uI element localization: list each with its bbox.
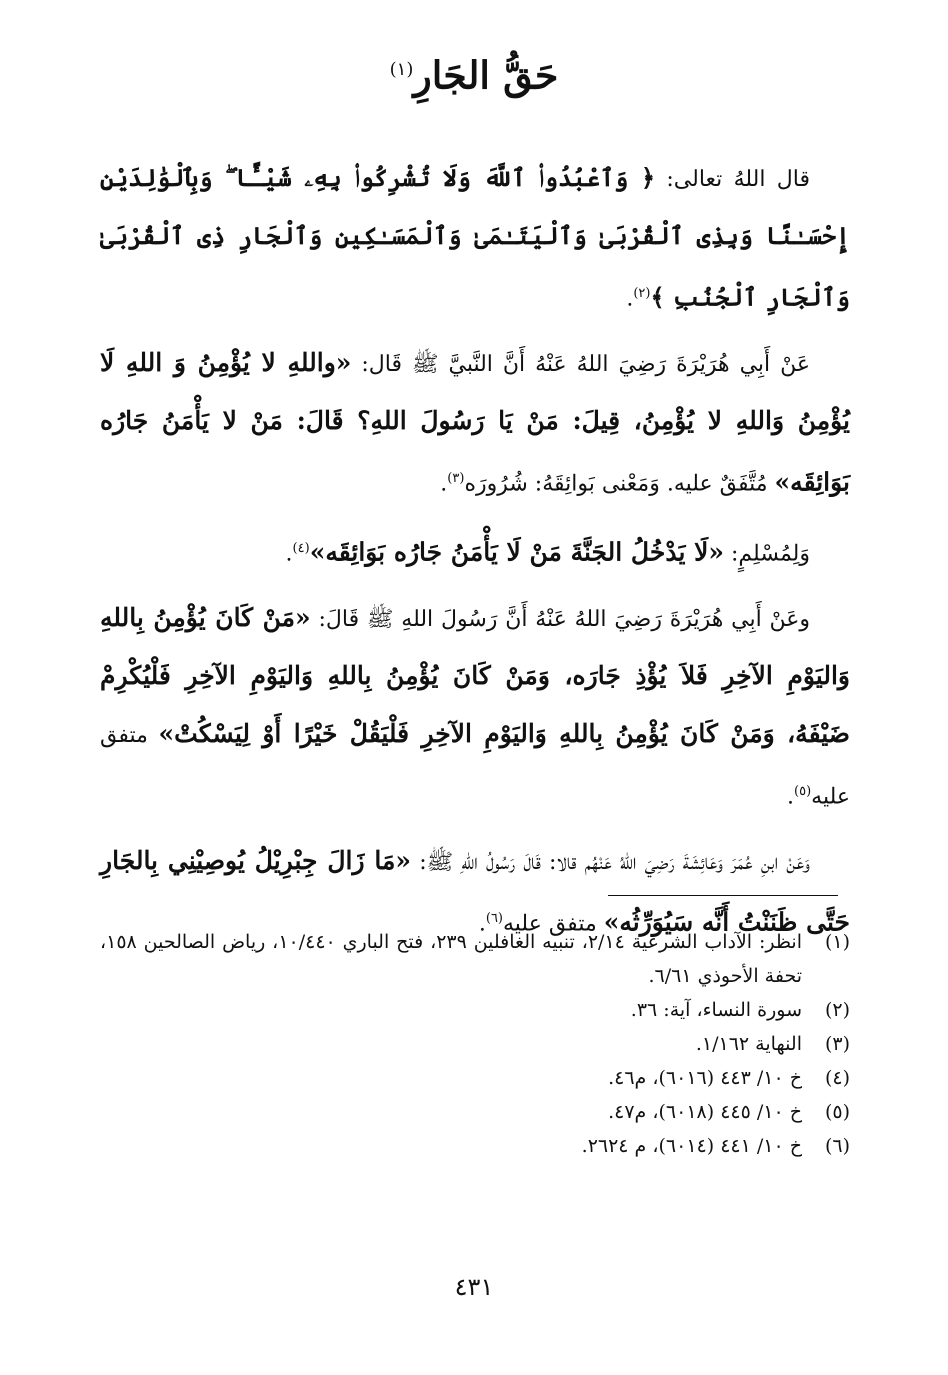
- footnote-ref: (٦): [485, 911, 503, 927]
- footnotes: [100, 925, 850, 1163]
- footnote-item: [100, 1129, 850, 1163]
- hadith-quote: «مَنْ كَانَ يُؤْمِنُ بِاللهِ وَاليَوْمِ الآخِرِ فَلاَ يُؤْذِ جَارَه، وَمَنْ كَانَ يُؤْمِنُ بِاللهِ وَاليَوْمِ الآخِرِ فَلْيُكْرِمْ ضَيْفَهُ، وَمَنْ كَانَ يُؤْمِنُ بِاللهِ وَاليَوْمِ الآخِرِ فَلْيَقُلْ خَيْرًا أَوْ لِيَسْكُتْ»: [100, 602, 850, 748]
- paragraph-after: مُتَّفَقٌ عليه. وَمَعْنى بَوائِقَهُ: شُرُورَه: [464, 471, 775, 497]
- paragraph-hadith-3: [100, 590, 850, 825]
- footnote-ref: (٤): [292, 540, 310, 556]
- hadith-quote: «لَا يَدْخُلُ الجَنَّةَ مَنْ لَا يَأْمَنُ جَارُه بَوَائِقَه»: [309, 536, 724, 566]
- footnote-item: [100, 925, 850, 993]
- footnote-number: (٢): [824, 999, 850, 1021]
- paragraph-intro: وَعَنْ ابنِ عُمَرَ وَعَائِشَةَ رَضِيَ اللهُ عَنْهُم قالا: قَالَ رَسُولُ اللهِ ﷺ:: [411, 850, 810, 876]
- footnote-item: [100, 993, 850, 1027]
- paragraph-after: متفق عليه: [100, 722, 850, 810]
- footnote-item: [100, 1095, 850, 1129]
- footnote-item: [100, 1027, 850, 1061]
- footnote-number: (٦): [824, 1135, 850, 1157]
- footnote-text: سورة النساء، آية: ٣٦.: [630, 999, 802, 1021]
- paragraph-end: .: [285, 540, 293, 566]
- paragraph-hadith-2: [100, 521, 850, 582]
- footnote-text: انظر: الآداب الشرعية ٢/١٤، تنبيه الغافلين ٢٣٩، فتح الباري ١٠/٤٤٠، رياض الصالحين ١٥٨، تحفة الأحوذي ٦/٦١.: [100, 931, 802, 987]
- paragraph-intro: وعَنْ أَبِي هُرَيْرَةَ رَضِيَ اللهُ عَنْهُ أَنَّ رَسُولَ اللهِ ﷺ قَالَ:: [310, 606, 810, 632]
- footnote-item: [100, 1061, 850, 1095]
- paragraph-intro: قال اللهُ تعالى:: [655, 167, 810, 192]
- paragraph-end: .: [626, 286, 634, 312]
- footnote-text: خ ١٠/ ٤٤٥ (٦٠١٨)، م٤٧.: [608, 1101, 802, 1123]
- footnote-text: خ ١٠/ ٤٤١ (٦٠١٤)، م ٢٦٢٤.: [581, 1135, 802, 1157]
- main-text: [100, 150, 850, 961]
- footnote-ref: (٢): [633, 286, 651, 301]
- page-title: [0, 40, 948, 106]
- paragraph-end: .: [440, 471, 448, 497]
- paragraph-intro: عَنْ أَبِي هُرَيْرَةَ رَضِيَ اللهُ عَنْهُ أَنَّ النَّبيَّ ﷺ قَال:: [351, 352, 810, 378]
- footnote-number: (٥): [824, 1101, 850, 1123]
- footnote-number: (١): [824, 931, 850, 953]
- paragraph-hadith-1: [100, 335, 850, 512]
- title-footnote-ref: (١): [389, 59, 414, 80]
- paragraph-end: .: [787, 784, 795, 810]
- hadith-quote: «مَا زَالَ جِبْرِيْلُ يُوصِيْنِي بِالجَارِ حَتَّى ظَنَنْتُ أَنَّه سَيُوَرِّثُه»: [100, 846, 850, 937]
- footnote-separator: [608, 895, 838, 896]
- hadith-quote: «واللهِ لا يُؤْمِنُ وَ اللهِ لَا يُؤْمِنُ وَاللهِ لا يُؤْمِنُ، قِيلَ: مَنْ يَا رَسُولَ اللهِ؟ قَالَ: مَنْ لا يَأْمَنُ جَارُه بَوَائِقَه»: [100, 348, 850, 497]
- paragraph-intro: وَلِمُسْلِمٍ:: [723, 540, 810, 566]
- page-number: ٤٣١: [454, 1273, 494, 1301]
- quran-quote: ﴿ وَٱعْبُدُوا۟ ٱللَّهَ وَلَا تُشْرِكُوا۟ بِهِۦ شَيْـًٔا ۖ وَبِٱلْوَٰلِدَيْنِ إِحْسَـٰنًا وَبِذِى ٱلْقُرْبَىٰ وَٱلْيَتَـٰمَىٰ وَٱلْمَسَـٰكِينِ وَٱلْجَارِ ذِى ٱلْقُرْبَىٰ وَٱلْجَارِ ٱلْجُنُبِ ﴾: [100, 163, 850, 312]
- footnote-text: خ ١٠/ ٤٤٣ (٦٠١٦)، م٤٦.: [608, 1067, 802, 1089]
- footnote-number: (٤): [824, 1067, 850, 1089]
- title-text: حَقُّ الجَارِ: [413, 52, 559, 98]
- paragraph-after: متفق عليه: [503, 911, 604, 937]
- paragraph-end: .: [478, 911, 486, 937]
- footnote-ref: (٥): [794, 783, 812, 799]
- paragraph-quran-verse: [100, 150, 850, 327]
- footnote-text: النهاية ١/١٦٢.: [695, 1033, 802, 1055]
- footnote-number: (٣): [824, 1033, 850, 1055]
- footnote-ref: (٣): [447, 471, 465, 487]
